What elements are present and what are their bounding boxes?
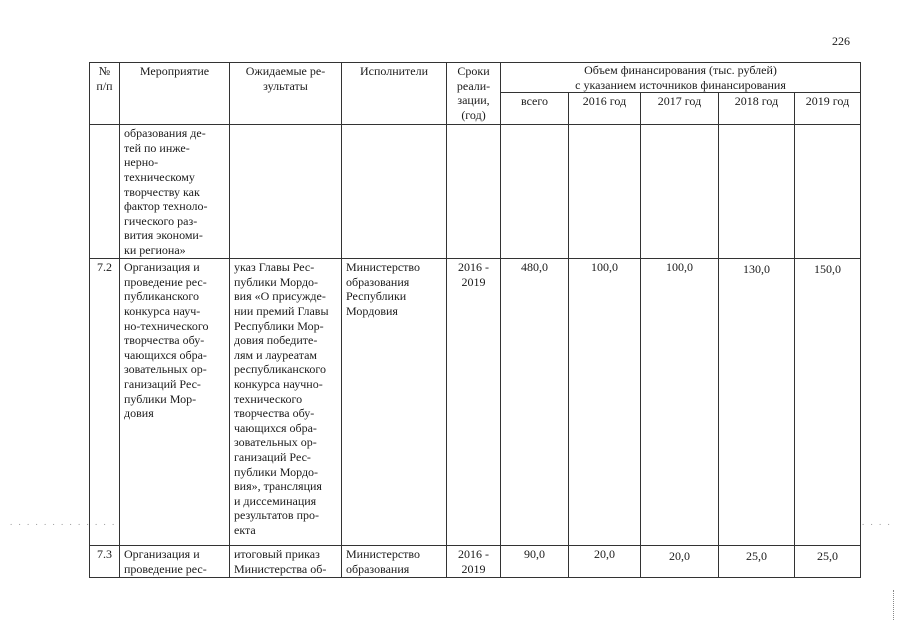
row-total: 90,0: [501, 546, 569, 578]
row-terms: 2016 - 2019: [447, 259, 501, 546]
table-row: [90, 125, 861, 259]
header-2018: 2018 год: [719, 93, 795, 125]
row-2019: [795, 125, 861, 259]
row-2016: 100,0: [569, 259, 641, 546]
row-2017: 100,0: [641, 259, 719, 546]
header-results: Ожидаемые ре-зультаты: [230, 63, 342, 125]
row-2016: 20,0: [569, 546, 641, 578]
table-row: [90, 546, 861, 578]
scan-dots-right: . . . .: [862, 517, 892, 527]
row-event: Организация и проведение рес-: [120, 546, 230, 578]
table-row: [90, 259, 861, 546]
scan-edge-marks: [893, 590, 898, 620]
row-2017: 20,0: [641, 546, 719, 578]
header-2019: 2019 год: [795, 93, 861, 125]
row-num: 7.3: [90, 546, 120, 578]
header-total: всего: [501, 93, 569, 125]
row-2018: 25,0: [719, 546, 795, 578]
row-2018: [719, 125, 795, 259]
header-2017: 2017 год: [641, 93, 719, 125]
row-results: итоговый приказ Министерства об-: [230, 546, 342, 578]
header-num: № п/п: [90, 63, 120, 125]
page-number: 226: [832, 34, 850, 48]
header-event: Мероприятие: [120, 63, 230, 125]
row-results: указ Главы Рес- публики Мордо- вия «О присужде- нии премий Главы Республики Мор- довия победите- лям и лауреатам республиканского конкурса научно- технического творчества обу- чающихся обра- зовательных ор- ганизаций Рес- публики Мордо- вия», трансляция и диссеминация результатов про- екта: [230, 259, 342, 546]
row-total: 480,0: [501, 259, 569, 546]
row-executors: [342, 125, 447, 259]
funding-table: [89, 62, 861, 578]
header-executors: Исполнители: [342, 63, 447, 125]
header-terms: Сроки реали- зации, (год): [447, 63, 501, 125]
row-2017: [641, 125, 719, 259]
row-2016: [569, 125, 641, 259]
row-2018: 130,0: [719, 259, 795, 546]
row-2019: 25,0: [795, 546, 861, 578]
row-num: [90, 125, 120, 259]
header-2016: 2016 год: [569, 93, 641, 125]
row-executors: Министерство образования: [342, 546, 447, 578]
row-executors: Министерство образования Республики Мордовия: [342, 259, 447, 546]
header-funding: Объем финансирования (тыс. рублей) с указанием источников финансирования: [501, 63, 861, 93]
row-total: [501, 125, 569, 259]
row-terms: [447, 125, 501, 259]
row-num: 7.2: [90, 259, 120, 546]
row-2019: 150,0: [795, 259, 861, 546]
row-terms: 2016 - 2019: [447, 546, 501, 578]
scan-dots-left: . . . . . . . . . . . . .: [10, 517, 117, 527]
row-event: Организация и проведение рес- публиканского конкурса науч- но-технического творчества обу- чающихся обра- зовательных ор- ганизаций Рес- публики Мор- довия: [120, 259, 230, 546]
row-results: [230, 125, 342, 259]
row-event: образования де- тей по инже- нерно- техническому творчеству как фактор техноло- гического раз- вития экономи- ки региона»: [120, 125, 230, 259]
